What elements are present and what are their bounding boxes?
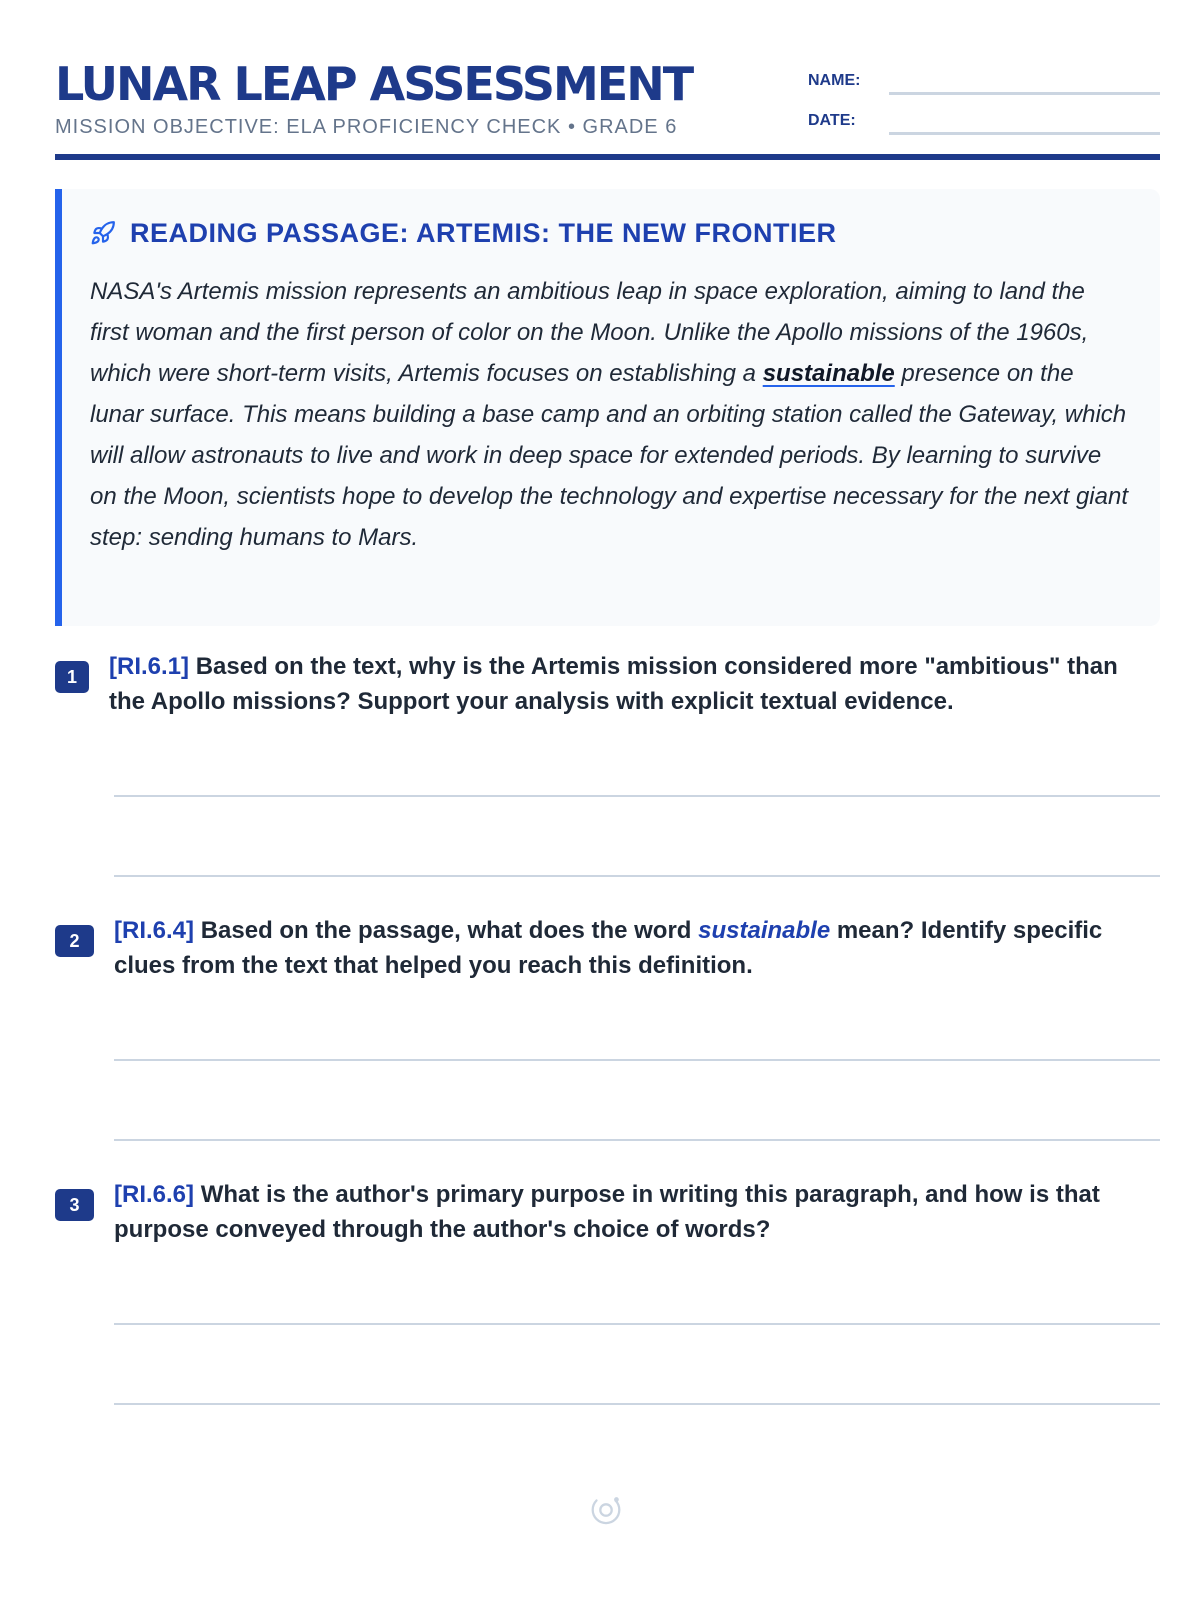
worksheet-header xyxy=(55,56,1160,164)
passage-heading xyxy=(90,215,837,251)
question-2 xyxy=(55,913,1160,1143)
question-1 xyxy=(55,649,1160,879)
header-divider xyxy=(55,154,1160,160)
question-prompt: Based on the text, why is the Artemis mission considered more "ambitious" than the Apollo missions? Support your analysis with explicit textual evidence. xyxy=(109,653,1118,715)
question-prompt-start: Based on the passage, what does the word xyxy=(200,917,699,944)
standard-code: [RI.6.6] xyxy=(114,1181,195,1208)
rocket-icon xyxy=(90,220,116,246)
page-subtitle: MISSION OBJECTIVE: ELA PROFICIENCY CHECK • GRADE 6 xyxy=(55,116,678,138)
worksheet-page xyxy=(55,0,1160,1600)
question-number: 2 xyxy=(55,925,94,957)
passage-accent-bar xyxy=(55,189,62,626)
question-3 xyxy=(55,1177,1160,1407)
question-prompt-end: mean? Identify specific clues from the text that helped you reach this definition. xyxy=(114,917,1103,979)
question-prompt: What is the author's primary purpose in writing this paragraph, and how is that purpose conveyed through the author's choice of words? xyxy=(114,1181,1100,1243)
date-label: DATE: xyxy=(808,112,856,129)
vocabulary-word: sustainable xyxy=(698,917,831,944)
answer-line-1[interactable] xyxy=(114,1059,1160,1061)
answer-line-2[interactable] xyxy=(114,1139,1160,1141)
question-text xyxy=(109,649,1159,719)
vocabulary-word: sustainable xyxy=(762,360,895,387)
question-number: 1 xyxy=(55,661,89,693)
question-text xyxy=(114,913,1164,983)
answer-line-1[interactable] xyxy=(114,795,1160,797)
standard-code: [RI.6.1] xyxy=(109,653,190,680)
passage-title: READING PASSAGE: ARTEMIS: THE NEW FRONTIER xyxy=(130,217,837,248)
reading-passage xyxy=(55,189,1160,626)
passage-text-end: presence on the lunar surface. This means building a base camp and an orbiting station called the Gateway, which will allow astronauts to live and work in deep space for extended periods. By learning to survive on the Moon, scientists hope to develop the technology and expertise necessary for the next giant step: sending humans to Mars. xyxy=(90,360,1128,551)
question-text xyxy=(114,1177,1164,1247)
passage-body xyxy=(90,271,1130,558)
answer-line-2[interactable] xyxy=(114,1403,1160,1405)
answer-line-1[interactable] xyxy=(114,1323,1160,1325)
orbit-icon xyxy=(587,1491,625,1529)
name-field[interactable] xyxy=(889,92,1160,95)
name-label: NAME: xyxy=(808,72,861,89)
page-title: LUNAR LEAP ASSESSMENT xyxy=(55,57,693,111)
standard-code: [RI.6.4] xyxy=(114,917,195,944)
passage-text-start: NASA's Artemis mission represents an ambitious leap in space exploration, aiming to land the first woman and the first person of color on the Moon. Unlike the Apollo missions of the 1960s, which were short-term visits, Artemis focuses on establishing a xyxy=(90,278,1089,387)
question-number: 3 xyxy=(55,1189,94,1221)
date-field[interactable] xyxy=(889,132,1160,135)
answer-line-2[interactable] xyxy=(114,875,1160,877)
